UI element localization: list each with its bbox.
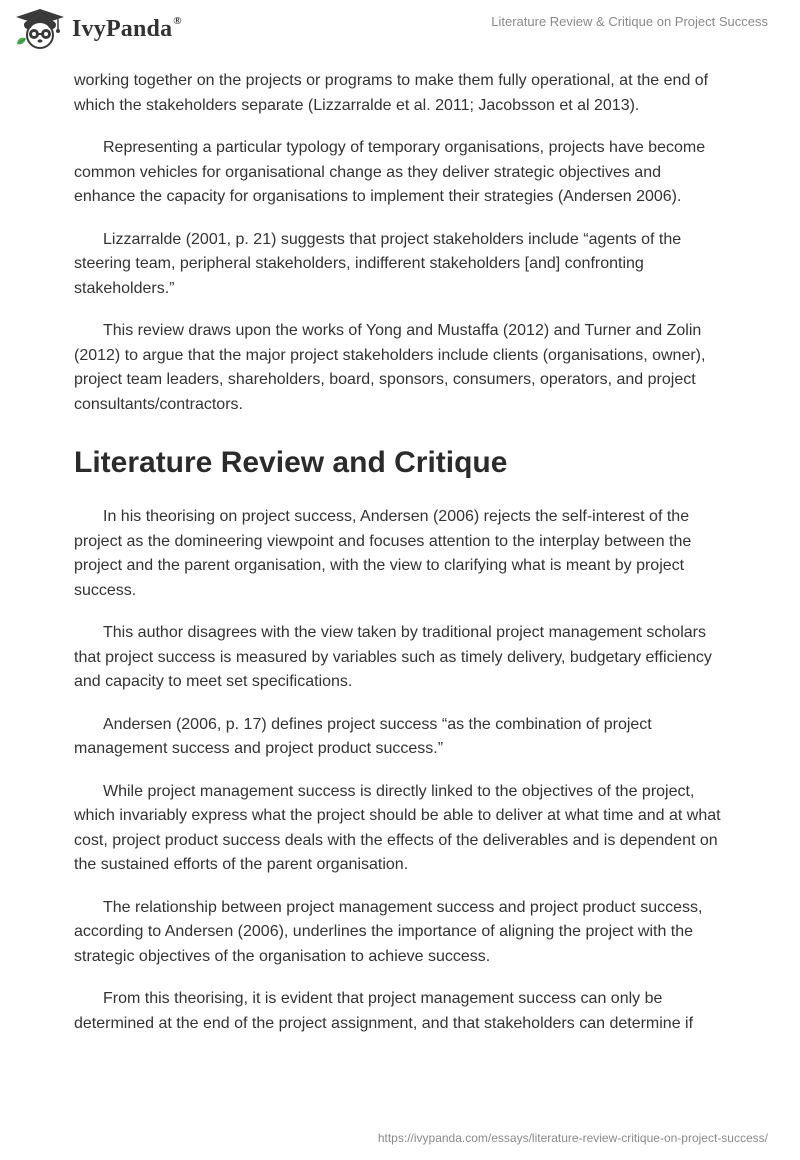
logo-name: IvyPanda	[72, 16, 173, 42]
paragraph: This author disagrees with the view taken by traditional project management scholars that project success is measured by variables such as timely delivery, budgetary efficiency and capacity to meet set specifications.	[74, 624, 712, 690]
paragraph: In his theorising on project success, Andersen (2006) rejects the self-interest of the project as the domineering viewpoint and focuses attention to the interplay between the project and the parent organisation, with the view to clarifying what is meant by project success.	[74, 508, 692, 599]
registered-mark: ®	[173, 15, 182, 27]
paragraph: Andersen (2006, p. 17) defines project success “as the combination of project management success and project product success.”	[74, 715, 652, 757]
source-url[interactable]: https://ivypanda.com/essays/literature-review-critique-on-project-success/	[377, 1131, 768, 1145]
document-title: Literature Review & Critique on Project Success	[491, 14, 768, 29]
section-heading: Literature Review and Critique	[74, 446, 508, 479]
essay-body	[74, 69, 726, 1054]
paragraph: This review draws upon the works of Yong and Mustaffa (2012) and Turner and Zolin (2012) to argue that the major project stakeholders include clients (organisations, owner), project team leaders, shareholders, board, sponsors, consumers, operators, and project consultants/contractors.	[74, 322, 706, 413]
ivypanda-logo[interactable]	[14, 8, 182, 50]
page-header	[0, 0, 800, 70]
paragraph: working together on the projects or programs to make them fully operational, at the end of which the stakeholders separate (Lizzarralde et al. 2011; Jacobsson et al 2013).	[74, 72, 709, 114]
panda-mascot-icon	[14, 8, 66, 50]
paragraph: While project management success is directly linked to the objectives of the project, which invariably express what the project should be able to deliver at what time and at what cost, project product success deals with the effects of the deliverables and is dependent on the sustained efforts of the parent organisation.	[74, 782, 721, 873]
logo-wordmark	[72, 15, 182, 43]
paragraph: The relationship between project management success and project product success, according to Andersen (2006), underlines the importance of aligning the project with the strategic objectives of the organisation to achieve success.	[74, 898, 703, 965]
paragraph: Representing a particular typology of temporary organisations, projects have become common vehicles for organisational change as they deliver strategic objectives and enhance the capacity for organisations to implement their strategies (Andersen 2006).	[74, 139, 706, 205]
paragraph: From this theorising, it is evident that project management success can only be determined at the end of the project assignment, and that stakeholders can determine if	[74, 990, 694, 1032]
paragraph: Lizzarralde (2001, p. 21) suggests that project stakeholders include “agents of the steering team, peripheral stakeholders, indifferent stakeholders [and] confronting stakeholders.”	[74, 230, 682, 297]
